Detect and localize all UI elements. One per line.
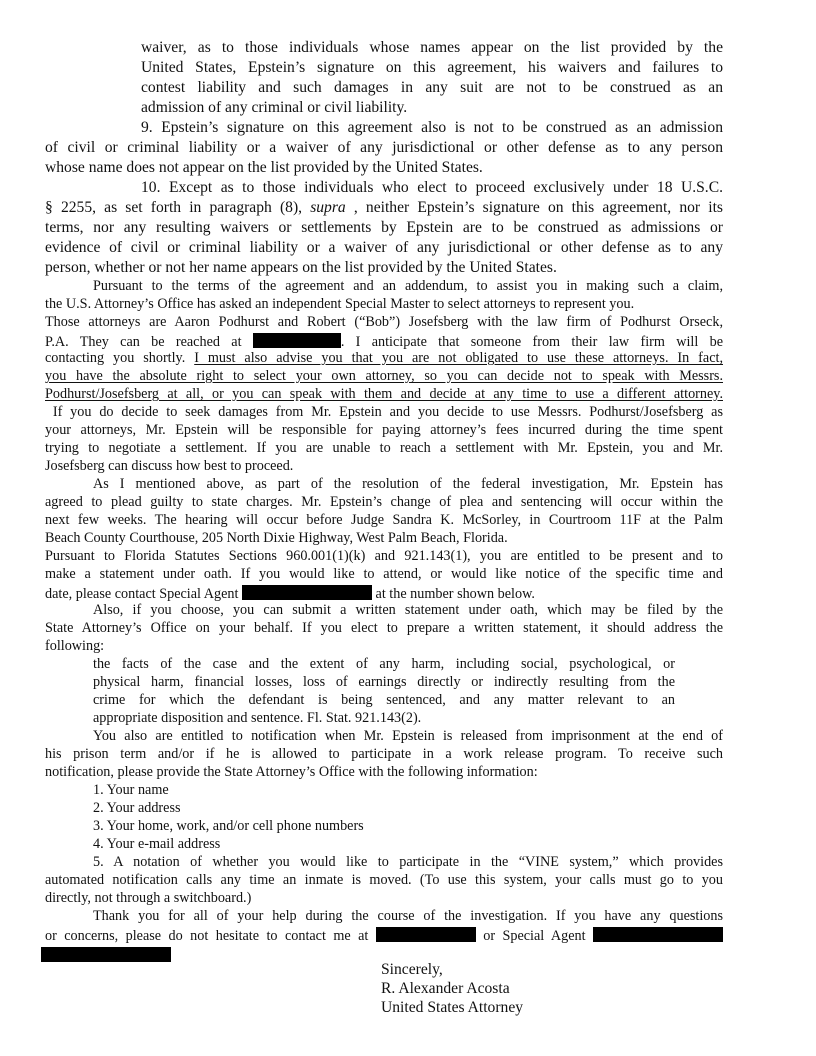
text-run: contacting you shortly.	[45, 350, 195, 366]
text-line	[45, 351, 723, 365]
text-run: . I anticipate that someone from their law firm will be	[340, 334, 723, 350]
text-run: United States, Epstein’s signature on this agreement, his waivers and failures to	[141, 59, 723, 76]
signer-name: R. Alexander Acosta	[381, 980, 510, 997]
text-line	[45, 160, 723, 176]
text-line	[141, 40, 723, 56]
text-run: , neither Epstein’s signature on this agreement, nor its	[345, 199, 723, 216]
text-line	[93, 783, 723, 797]
text-run: or Special Agent	[475, 928, 593, 944]
text-line	[45, 315, 723, 329]
text-run: Those attorneys are Aaron Podhurst and Robert (“Bob”) Josefsberg with the law firm of Podhurst Orseck,	[45, 314, 723, 330]
underlined-text: you have the absolute right to select your own attorney, so you can decide not to speak with Messrs.	[45, 368, 723, 384]
text-line	[45, 513, 723, 527]
text-run: 10. Except as to those individuals who elect to proceed exclusively under 18 U.S.C.	[141, 179, 723, 196]
text-line	[45, 639, 723, 653]
text-run: You also are entitled to notification when Mr. Epstein is released from imprisonment at the end of	[93, 728, 723, 744]
text-run: following:	[45, 638, 105, 654]
text-run: whose name does not appear on the list provided by the United States.	[45, 159, 483, 176]
text-line	[45, 747, 723, 761]
text-line	[141, 100, 723, 116]
text-run: Josefsberg can discuss how best to proceed.	[45, 458, 294, 474]
text-run: State Attorney’s Office on your behalf. If you elect to prepare a written statement, it should address the	[45, 620, 723, 636]
italic-text: supra	[310, 199, 346, 216]
text-run: admission of any criminal or civil liability.	[141, 99, 408, 116]
text-run: terms, nor any resulting waivers or settlements by Epstein are to be construed as admissions or	[45, 219, 723, 236]
text-run: Thank you for all of your help during the course of the investigation. If you have any questions	[93, 908, 723, 924]
text-run: contest liability and such damages in any suit are not to be construed as an	[141, 79, 723, 96]
text-run: the facts of the case and the extent of any harm, including social, psychological, or	[93, 656, 675, 672]
text-line	[45, 495, 723, 509]
text-line	[45, 200, 723, 216]
text-run: § 2255, as set forth in paragraph (8),	[45, 199, 311, 216]
text-line	[141, 60, 723, 76]
text-run: the U.S. Attorney’s Office has asked an independent Special Master to select attorneys to represent you.	[45, 296, 635, 312]
text-line	[141, 180, 723, 196]
text-run: Beach County Courthouse, 205 North Dixie Highway, West Palm Beach, Florida.	[45, 530, 508, 546]
text-run: Pursuant to the terms of the agreement and an addendum, to assist you in making such a claim,	[93, 278, 723, 294]
text-run: Pursuant to Florida Statutes Sections 960.001(1)(k) and 921.143(1), you are entitled to be present and to	[45, 548, 723, 564]
text-line	[93, 729, 723, 743]
text-run: waiver, as to those individuals whose names appear on the list provided by the	[141, 39, 723, 56]
underlined-text: I must also advise you that you are not obligated to use these attorneys. In fact,	[194, 350, 723, 366]
text-run: If you do decide to seek damages from Mr. Epstein and you decide to use Messrs. Podhurst/Josefsberg as	[45, 404, 723, 420]
text-line	[41, 947, 181, 963]
text-line	[93, 855, 723, 869]
text-line	[45, 369, 723, 383]
text-line	[45, 549, 723, 563]
text-run: 4. Your e-mail address	[93, 836, 221, 852]
text-line	[45, 873, 723, 887]
text-run: 5. A notation of whether you would like to participate in the “VINE system,” which provides	[93, 854, 723, 870]
text-line	[45, 140, 723, 156]
redaction-bar	[593, 927, 723, 942]
text-line	[45, 260, 723, 276]
text-run: automated notification calls any time an inmate is moved. (To use this system, your calls must go to you	[45, 872, 723, 888]
text-run: or concerns, please do not hesitate to contact me at	[45, 928, 376, 944]
text-line	[93, 657, 675, 671]
text-line	[93, 801, 723, 815]
text-line	[45, 405, 723, 419]
text-run: directly, not through a switchboard.)	[45, 890, 252, 906]
text-run: trying to negotiate a settlement. If you are unable to reach a settlement with Mr. Epstein, you and Mr.	[45, 440, 723, 456]
text-run: next few weeks. The hearing will occur before Judge Sandra K. McSorley, in Courtroom 11F at the Palm	[45, 512, 723, 528]
text-run: 2. Your address	[93, 800, 181, 816]
text-run: person, whether or not her name appears on the list provided by the United States.	[45, 259, 557, 276]
text-line	[45, 621, 723, 635]
text-line	[93, 279, 723, 293]
text-line	[45, 240, 723, 256]
text-line	[45, 387, 723, 401]
text-line	[45, 459, 723, 473]
signer-title: United States Attorney	[381, 999, 524, 1016]
text-line	[45, 765, 723, 779]
text-line	[93, 603, 723, 617]
text-run: 9. Epstein’s signature on this agreement also is not to be construed as an admission	[141, 119, 723, 136]
text-line	[141, 80, 723, 96]
text-run: As I mentioned above, as part of the resolution of the federal investigation, Mr. Epstein has	[93, 476, 723, 492]
text-run: date, please contact Special Agent	[45, 586, 242, 602]
text-line	[93, 711, 675, 725]
text-line	[93, 909, 723, 923]
text-run: agreed to plead guilty to state charges. Mr. Epstein’s change of plea and sentencing will occur within the	[45, 494, 723, 510]
text-run: P.A. They can be reached at	[45, 334, 253, 350]
text-line	[45, 220, 723, 236]
text-run: notification, please provide the State Attorney’s Office with the following information:	[45, 764, 538, 780]
text-line	[93, 819, 723, 833]
text-line	[45, 423, 723, 437]
text-line	[45, 927, 723, 943]
text-run: at the number shown below.	[371, 586, 535, 602]
text-line	[45, 531, 723, 545]
text-run: your attorneys, Mr. Epstein will be responsible for paying attorney’s fees incurred during the time spent	[45, 422, 723, 438]
text-line	[45, 333, 723, 349]
text-run: Also, if you choose, you can submit a written statement under oath, which may be filed by the	[93, 602, 723, 618]
text-run: physical harm, financial losses, loss of earnings directly or indirectly resulting from the	[93, 674, 675, 690]
text-line	[45, 585, 723, 601]
text-line	[45, 441, 723, 455]
text-run: crime for which the defendant is being sentenced, and any matter relevant to an	[93, 692, 675, 708]
text-line	[45, 297, 723, 311]
text-run: appropriate disposition and sentence. Fl. Stat. 921.143(2).	[93, 710, 422, 726]
text-line	[93, 675, 675, 689]
text-run: 3. Your home, work, and/or cell phone numbers	[93, 818, 364, 834]
text-run: his prison term and/or if he is allowed to participate in a work release program. To receive such	[45, 746, 723, 762]
redaction-bar	[253, 333, 341, 348]
text-run: 1. Your name	[93, 782, 169, 798]
text-run: make a statement under oath. If you would like to attend, or would like notice of the specific time and	[45, 566, 723, 582]
text-run: of civil or criminal liability or a waiver of any jurisdictional or other defense as to any person	[45, 139, 723, 156]
text-line	[45, 567, 723, 581]
text-line	[93, 693, 675, 707]
text-line	[93, 477, 723, 491]
text-line	[45, 891, 723, 905]
redaction-bar	[242, 585, 372, 600]
closing-salutation: Sincerely,	[381, 961, 443, 978]
text-line	[93, 837, 723, 851]
redaction-bar	[376, 927, 476, 942]
redaction-bar	[41, 947, 171, 962]
text-run: evidence of civil or criminal liability or a waiver of any jurisdictional or other defense as to any	[45, 239, 723, 256]
text-line	[141, 120, 723, 136]
underlined-text: Podhurst/Josefsberg at all, or you can speak with them and decide at any time to use a different attorney.	[45, 386, 723, 402]
